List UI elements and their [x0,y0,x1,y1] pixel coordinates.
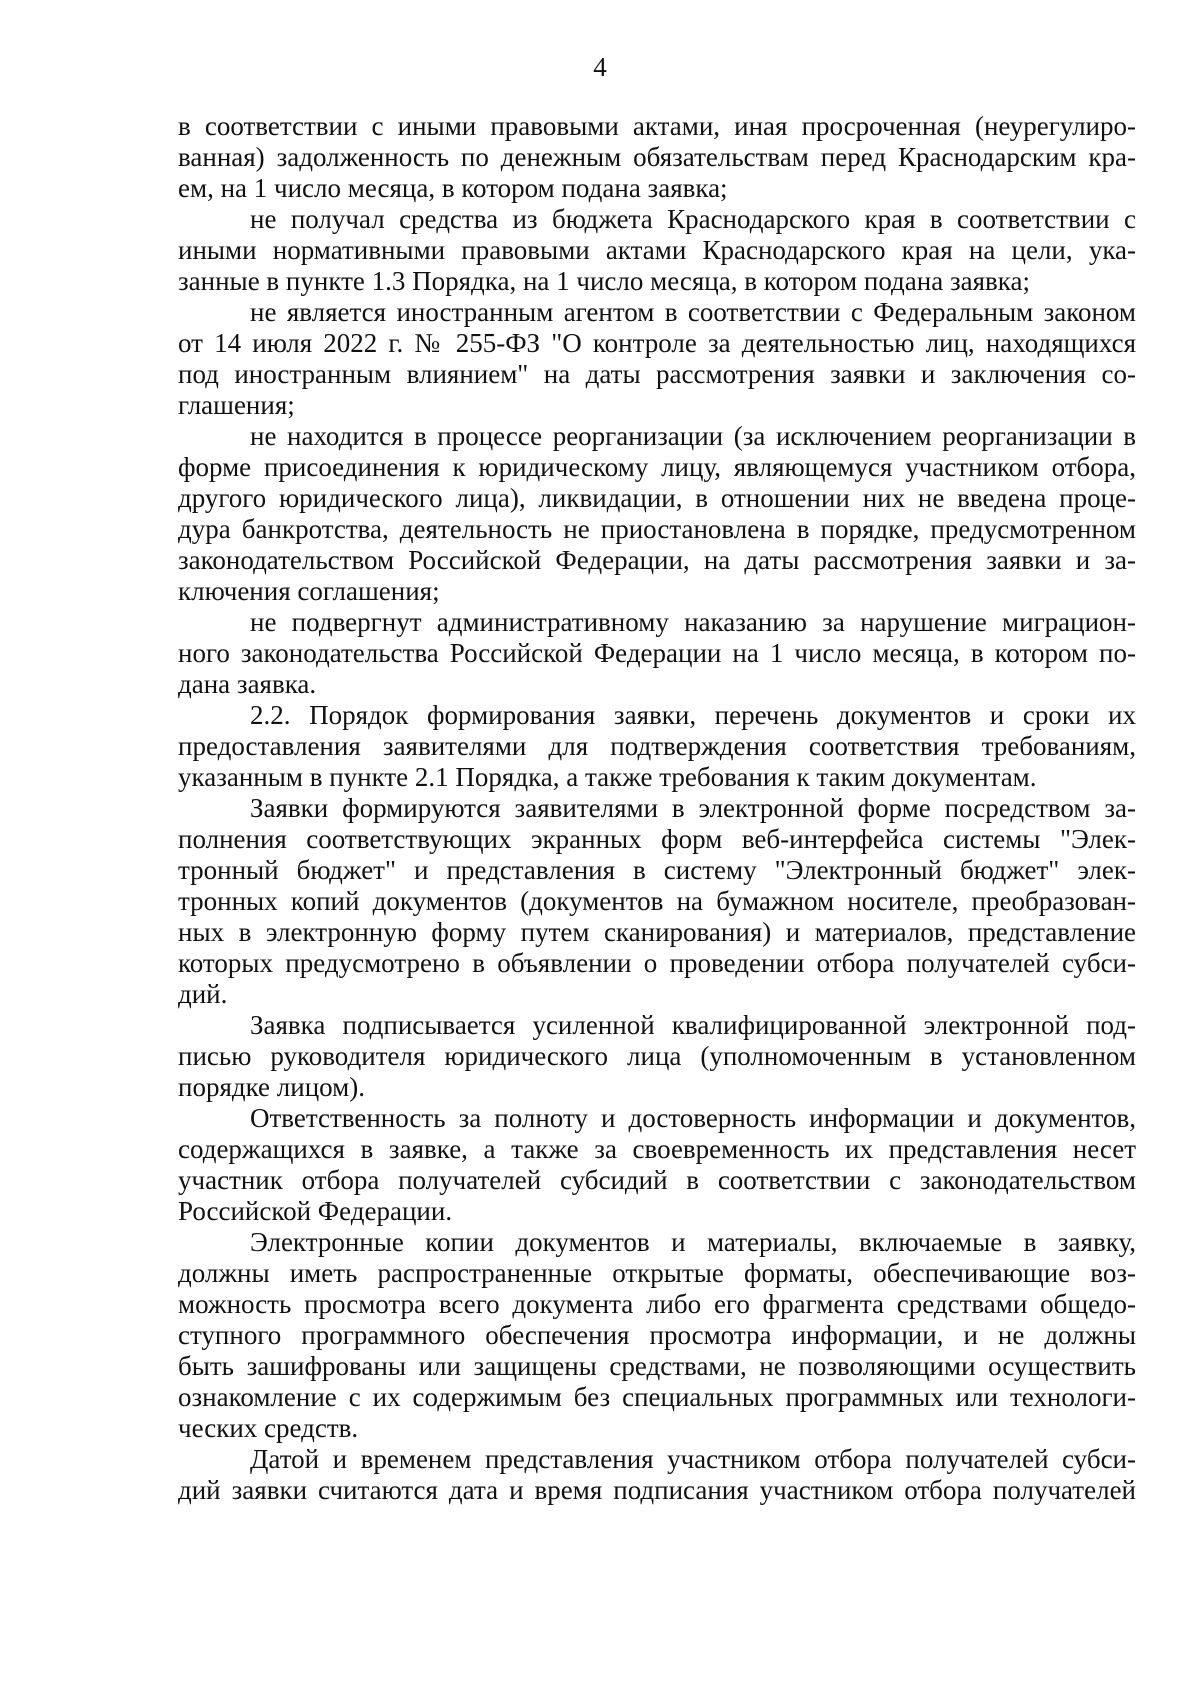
text-line: не получал средства из бюджета Краснодарского края в соответствии с [250,204,1136,234]
text-line: глашения; [178,390,295,420]
text-line: дий заявки считаются дата и время подписания участником отбора получателей [178,1475,1136,1505]
text-line: порядке лицом). [178,1072,365,1102]
text-line: Датой и временем представления участником отбора получателей субси- [250,1444,1136,1474]
text-line: указанным в пункте 2.1 Порядка, а также требования к таким документам. [178,762,1037,792]
text-line: форме присоединения к юридическому лицу, являющемуся участником отбора, [178,452,1136,482]
text-line: Заявка подписывается усиленной квалифицированной электронной под- [250,1010,1136,1040]
text-line: дана заявка. [178,669,317,699]
text-line: ключения соглашения; [178,576,440,606]
text-line: 2.2. Порядок формирования заявки, перечень документов и сроки их [250,700,1136,730]
text-line: дий. [178,979,228,1009]
text-line: не подвергнут административному наказанию за нарушение миграцион- [250,607,1136,637]
text-line: ознакомление с их содержимым без специальных программных или технологи- [178,1382,1136,1412]
text-line: ступного программного обеспечения просмотра информации, и не должны [178,1320,1136,1350]
text-line: Ответственность за полноту и достоверность информации и документов, [250,1103,1136,1133]
text-line: содержащихся в заявке, а также за своевременность их представления несет [178,1134,1136,1164]
text-line: тронный бюджет" и представления в систему "Электронный бюджет" элек- [178,855,1136,885]
text-line: от 14 июля 2022 г. № 255-ФЗ "О контроле за деятельностью лиц, находящихся [178,328,1136,358]
text-line: которых предусмотрено в объявлении о проведении отбора получателей субси- [178,948,1136,978]
text-line: ем, на 1 число месяца, в котором подана заявка; [178,173,728,203]
text-line: ных в электронную форму путем сканирования) и материалов, представление [178,917,1136,947]
text-line: предоставления заявителями для подтверждения соответствия требованиям, [178,731,1136,761]
text-line: полнения соответствующих экранных форм веб-интерфейса системы "Элек- [178,824,1136,854]
text-line: в соответствии с иными правовыми актами, иная просроченная (неурегулиро- [178,111,1136,141]
text-line: тронных копий документов (документов на бумажном носителе, преобразован- [178,886,1136,916]
text-line: быть зашифрованы или защищены средствами, не позволяющими осуществить [178,1351,1136,1381]
document-body [178,111,1136,1506]
text-line: Российской Федерации. [178,1196,453,1226]
text-line: иными нормативными правовыми актами Краснодарского края на цели, ука- [178,235,1136,265]
text-line: ванная) задолженность по денежным обязательствам перед Краснодарским кра- [178,142,1136,172]
text-line: можность просмотра всего документа либо его фрагмента средствами общедо- [178,1289,1136,1319]
text-line: другого юридического лица), ликвидации, в отношении них не введена проце- [178,483,1136,513]
text-line: Заявки формируются заявителями в электронной форме посредством за- [250,793,1136,823]
text-line: законодательством Российской Федерации, на даты рассмотрения заявки и за- [178,545,1136,575]
text-line: писью руководителя юридического лица (уполномоченным в установленном [178,1041,1136,1071]
text-line: не находится в процессе реорганизации (за исключением реорганизации в [250,421,1136,451]
text-line: участник отбора получателей субсидий в соответствии с законодательством [178,1165,1136,1195]
text-line: ного законодательства Российской Федерации на 1 число месяца, в котором по- [178,638,1136,668]
text-line: ческих средств. [178,1413,359,1443]
text-line: не является иностранным агентом в соответствии с Федеральным законом [250,297,1136,327]
text-line: должны иметь распространенные открытые форматы, обеспечивающие воз- [178,1258,1136,1288]
text-line: под иностранным влиянием" на даты рассмотрения заявки и заключения со- [178,359,1136,389]
page-number: 4 [593,52,607,82]
text-line: дура банкротства, деятельность не приостановлена в порядке, предусмотренном [178,514,1136,544]
text-line: Электронные копии документов и материалы, включаемые в заявку, [250,1227,1136,1257]
text-line: занные в пункте 1.3 Порядка, на 1 число месяца, в котором подана заявка; [178,266,1030,296]
